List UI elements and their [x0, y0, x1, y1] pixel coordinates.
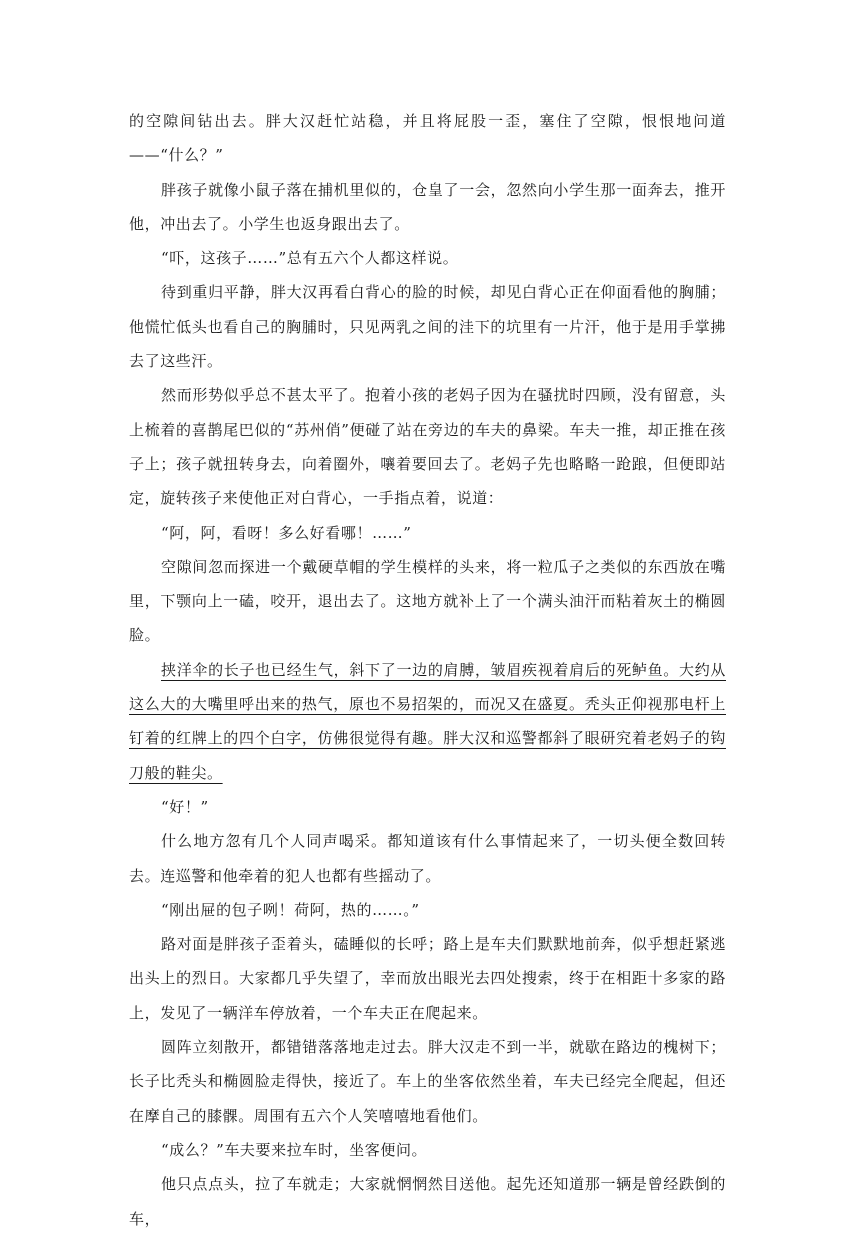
paragraph	[129, 1133, 726, 1167]
paragraph-text: 胖孩子就像小鼠子落在捕机里似的，仓皇了一会，忽然向小学生那一面奔去，推开他，冲出去了。小学生也返身跟出去了。	[129, 180, 726, 233]
paragraph-text: 路对面是胖孩子歪着头，磕睡似的长呼；路上是车夫们默默地前奔，似乎想赶紧逃出头上的烈日。大家都几乎失望了，幸而放出眼光去四处搜索，终于在相距十多家的路上，发见了一辆洋车停放着，一个车夫正在爬起来。	[129, 935, 726, 1022]
paragraph	[129, 378, 726, 515]
paragraph	[129, 241, 726, 275]
paragraph	[129, 824, 726, 893]
underlined-paragraph	[129, 653, 726, 790]
paragraph	[129, 104, 726, 173]
paragraph-text: 然而形势似乎总不甚太平了。抱着小孩的老妈子因为在骚扰时四顾，没有留意，头上梳着的喜鹊尾巴似的“苏州俏”便碰了站在旁边的车夫的鼻梁。车夫一推，却正推在孩子上；孩子就扭转身去，向着圈外，嚷着要回去了。老妈子先也略略一跄踉，但便即站定，旋转孩子来使他正对白背心，一手指点着，说道：	[129, 386, 726, 508]
paragraph	[129, 275, 726, 378]
paragraph	[129, 1030, 726, 1133]
paragraph-text: 空隙间忽而探进一个戴硬草帽的学生模样的头来，将一粒瓜子之类似的东西放在嘴里，下颚向上一磕，咬开，退出去了。这地方就补上了一个满头油汗而粘着灰土的椭圆脸。	[129, 557, 726, 645]
paragraph	[129, 1167, 726, 1236]
paragraph	[129, 927, 726, 1030]
paragraph	[129, 173, 726, 242]
paragraph-text: “阿，阿，看呀！多么好看哪！……”	[161, 523, 412, 542]
paragraph	[129, 516, 726, 550]
paragraph-text: “好！”	[161, 797, 209, 816]
paragraph-text: 他只点点头，拉了车就走；大家就惘惘然目送他。起先还知道那一辆是曾经跌倒的车，	[129, 1175, 726, 1228]
paragraph-text: “吓，这孩子……”总有五六个人都这样说。	[161, 249, 459, 268]
paragraph-text: “刚出屉的包子咧！荷阿，热的……。”	[161, 900, 420, 919]
document-page	[129, 104, 726, 1236]
paragraph	[129, 893, 726, 927]
paragraph	[129, 550, 726, 653]
paragraph-text: 什么地方忽有几个人同声喝采。都知道该有什么事情起来了，一切头便全数回转去。连巡警和他牵着的犯人也都有些摇动了。	[129, 832, 726, 885]
paragraph	[129, 790, 726, 824]
paragraph-text: 圆阵立刻散开，都错错落落地走过去。胖大汉走不到一半，就歇在路边的槐树下；长子比秃头和椭圆脸走得快，接近了。车上的坐客依然坐着，车夫已经完全爬起，但还在摩自己的膝髁。周围有五六个人笑嘻嘻地看他们。	[129, 1038, 726, 1125]
paragraph-text: “成么？”车夫要来拉车时，坐客便问。	[161, 1140, 428, 1159]
underlined-text: 挟洋伞的长子也已经生气，斜下了一边的肩膊，皱眉疾视着肩后的死鲈鱼。大约从这么大的大嘴里呼出来的热气，原也不易招架的，而况又在盛夏。秃头正仰视那电杆上钉着的红牌上的四个白字，仿佛很觉得有趣。胖大汉和巡警都斜了眼研究着老妈子的钩刀般的鞋尖。	[129, 660, 726, 782]
paragraph-text: 待到重归平静，胖大汉再看白背心的脸的时候，却见白背心正在仰面看他的胸脯；他慌忙低头也看自己的胸脯时，只见两乳之间的洼下的坑里有一片汗，他于是用手掌拂去了这些汗。	[129, 283, 726, 371]
paragraph-text: 的空隙间钻出去。胖大汉赶忙站稳，并且将屁股一歪，塞住了空隙，恨恨地问道——“什么？”	[129, 112, 726, 165]
